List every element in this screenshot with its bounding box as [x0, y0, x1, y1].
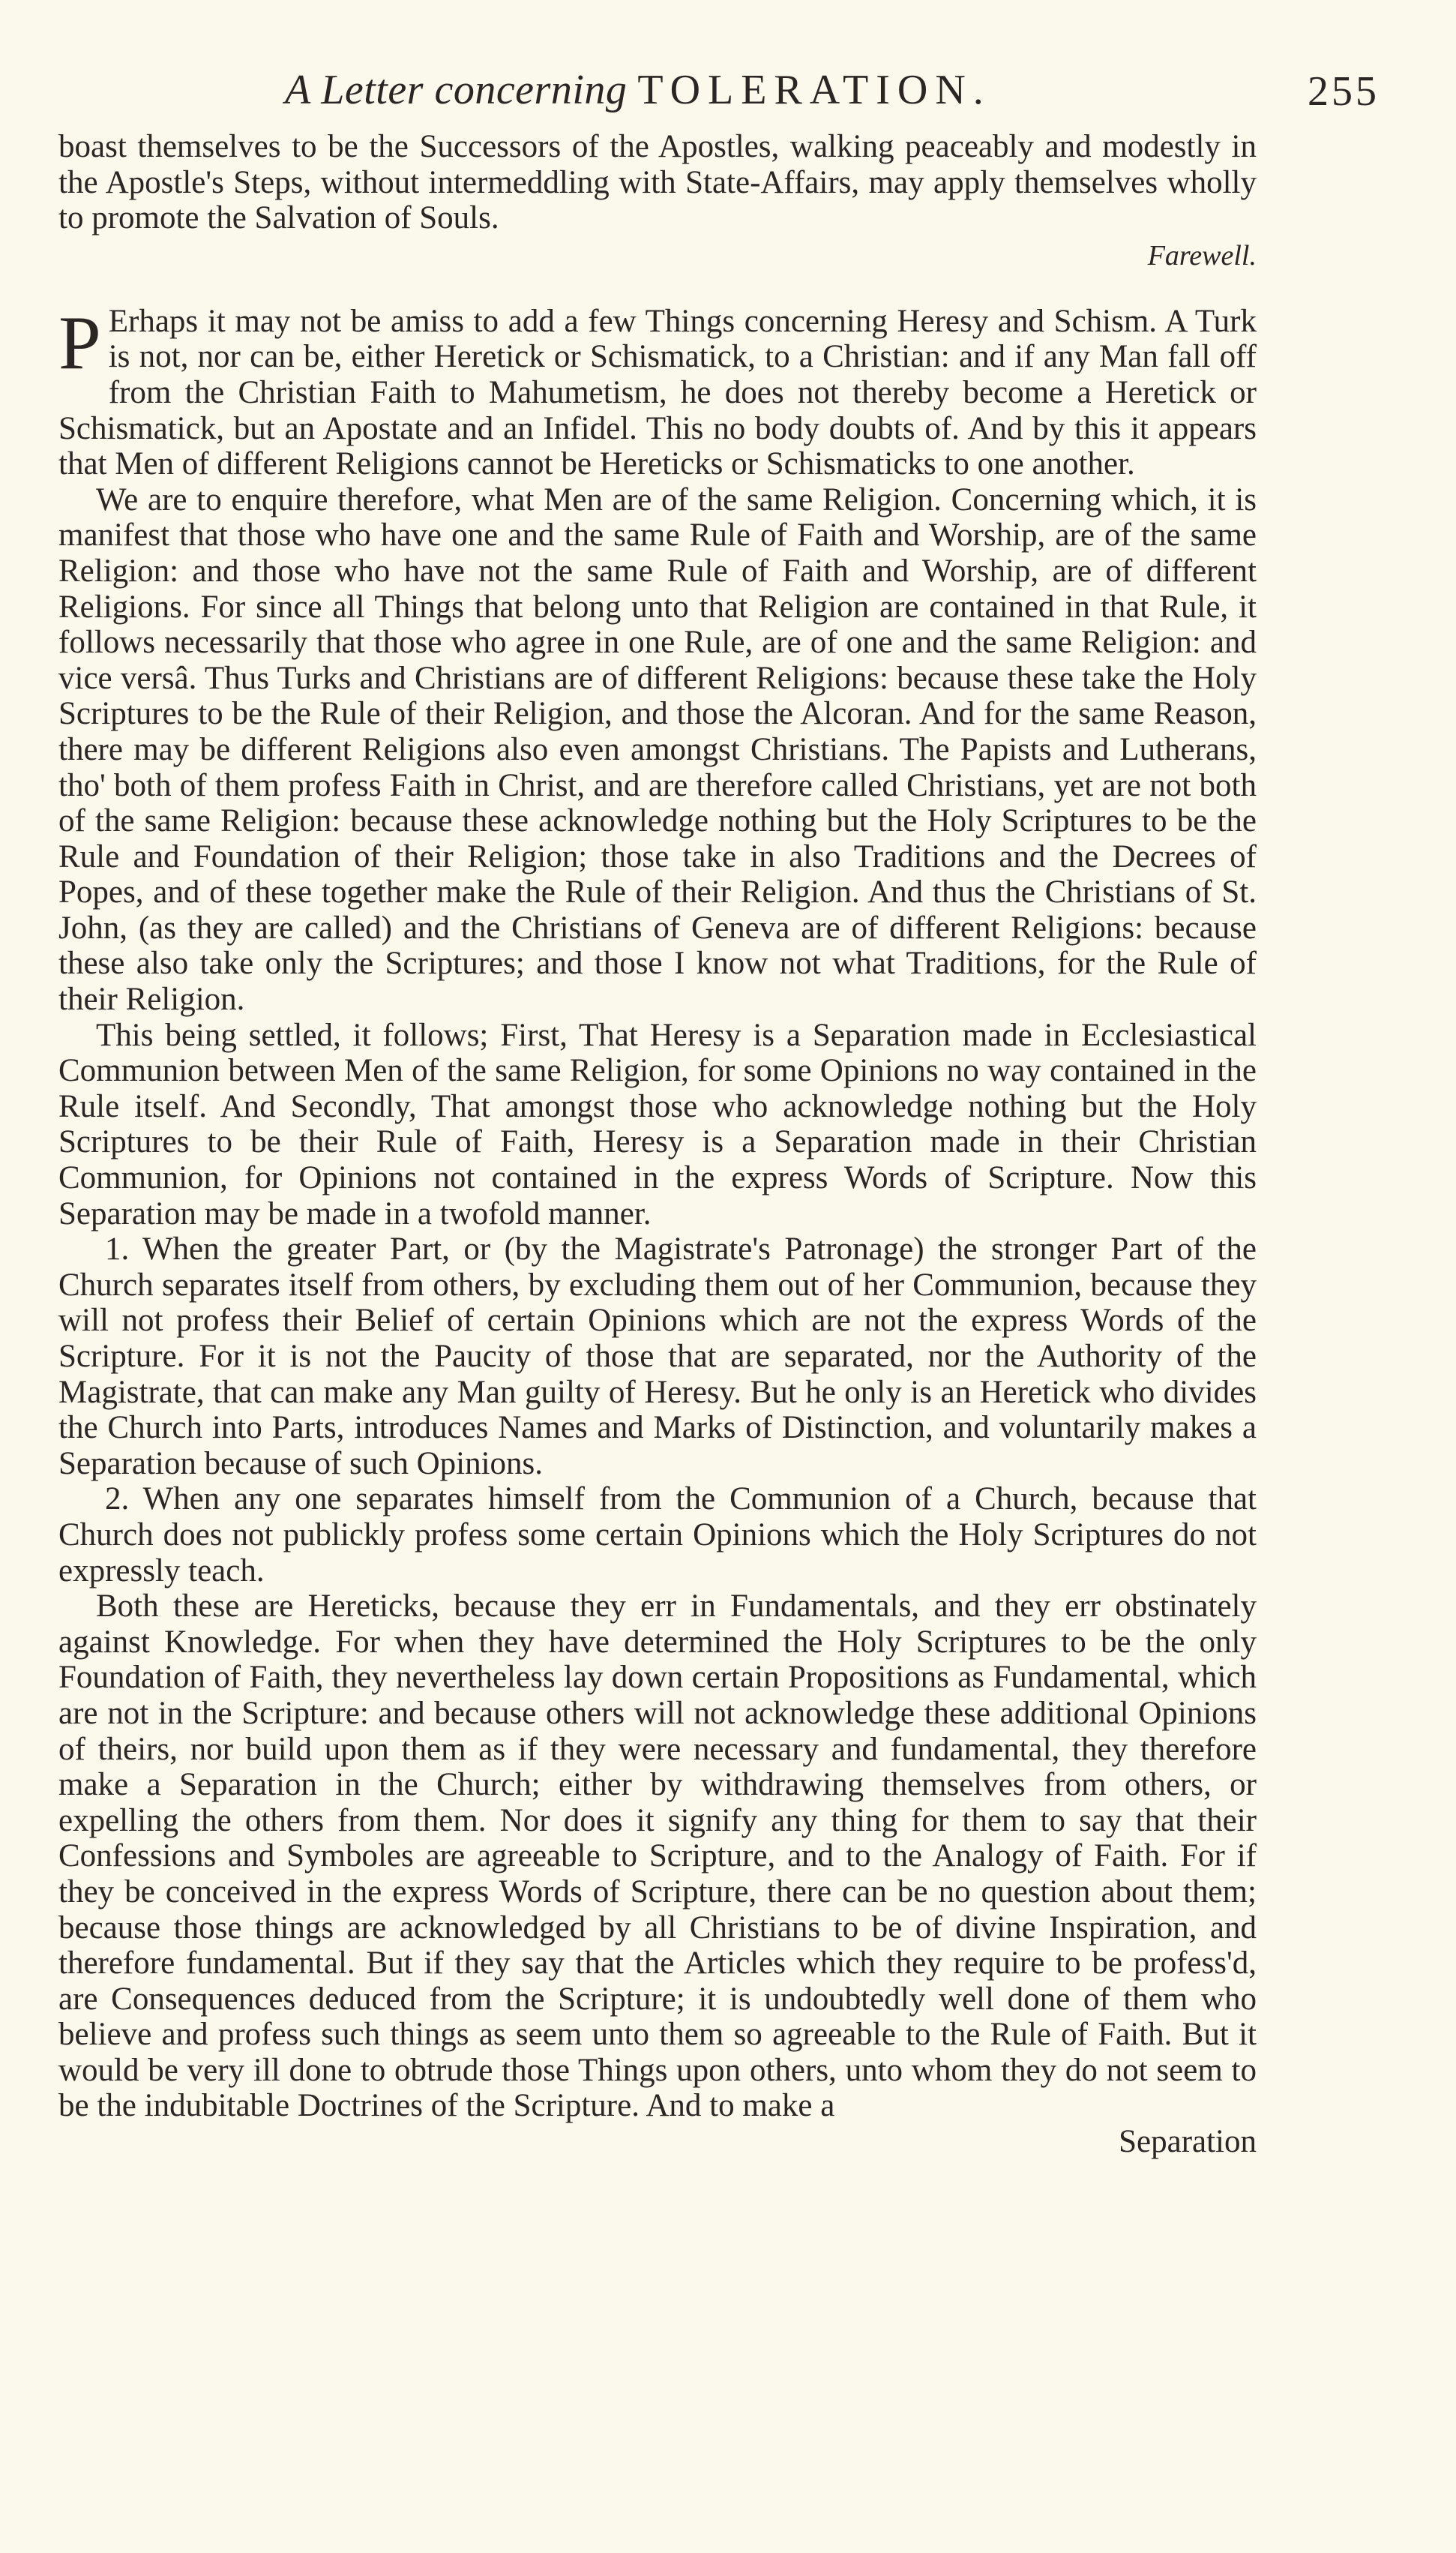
page-number: 255 — [1308, 68, 1380, 115]
farewell-signoff: Farewell. — [1147, 239, 1257, 272]
running-title-italic: A Letter concerning — [285, 67, 628, 113]
section-gap — [58, 275, 1257, 304]
running-title — [285, 66, 991, 114]
paragraph-1-text: Erhaps it may not be amiss to add a few Things concerning Heresy and Schism. A Turk is not, nor can be, either Heretick or Schismatick, to a Christian: and if any Man fall off from the Christian Faith to Mahumetism, he does not thereby become a Heretick or Schismatick, but an Apostate and an Infidel. This no body doubts of. And by this it appears that Men of different Religions cannot be Hereticks or Schismaticks to one another. — [58, 303, 1257, 482]
paragraph-this-being-settled: This being settled, it follows; First, That Heresy is a Separation made in Ecclesiastical Communion between Men of the same Religion, for some Opinions no way contained in the Rule itself. And Secondly, That amongst those who acknowledge nothing but the Holy Scriptures to be their Rule of Faith, Heresy is a Separation made in their Christian Communion, for Opinions not contained in the express Words of Scripture. Now this Separation may be made in a twofold manner. — [58, 1017, 1257, 1232]
body-text — [58, 129, 1257, 2160]
paragraph-same-religion: We are to enquire therefore, what Men are of the same Religion. Concerning which, it is manifest that those who have one and the same Rule of Faith and Worship, are of the same Religion: and those who have not the same Rule of Faith and Worship, are of different Religions. For since all Things that belong unto that Religion are contained in that Rule, it follows necessarily that those who agree in one Rule, are of one and the same Religion: and vice versâ. Thus Turks and Christians are of different Religions: because these take the Holy Scriptures to be the Rule of their Religion, and those the Alcoran. And for the same Reason, there may be different Religions also even amongst Christians. The Papists and Lutherans, tho' both of them profess Faith in Christ, and are therefore called Christians, yet are not both of the same Religion: because these acknowledge nothing but the Holy Scriptures to be the Rule and Foundation of their Religion; those take in also Traditions and the Decrees of Popes, and of these together make the Rule of their Religion. And thus the Christians of St. John, (as they are called) and the Christians of Geneva are of different Religions: because these also take only the Scriptures; and those I know not what Traditions, for the Rule of their Religion. — [58, 482, 1257, 1018]
paragraph-heresy-schism — [58, 300, 1257, 482]
catchword: Separation — [1119, 2124, 1257, 2160]
list-item-2: 2. When any one separates himself from the Communion of a Church, because that Church does not publickly profess some certain Opinions which the Holy Scriptures do not expressly teach. — [58, 1481, 1257, 1588]
running-header — [285, 66, 1380, 134]
running-title-caps: TOLERATION. — [637, 67, 991, 113]
list-item-1: 1. When the greater Part, or (by the Magistrate's Patronage) the stronger Part of the Church separates itself from others, by excluding them out of her Communion, because they will not profess their Belief of certain Opinions which are not the express Words of the Scripture. For it is not the Paucity of those that are separated, nor the Authority of the Magistrate, that can make any Man guilty of Heresy. But he only is an Heretick who divides the Church into Parts, introduces Names and Marks of Distinction, and voluntarily makes a Separation because of such Opinions. — [58, 1232, 1257, 1481]
paragraph-both-these: Both these are Hereticks, because they err in Fundamentals, and they err obstinately against Knowledge. For when they have determined the Holy Scriptures to be the only Foundation of Faith, they nevertheless lay down certain Propositions as Fundamental, which are not in the Scripture: and because others will not acknowledge these additional Opinions of theirs, nor build upon them as if they were necessary and fundamental, they therefore make a Separation in the Church; either by withdrawing themselves from others, or expelling the others from them. Nor does it signify any thing for them to say that their Confessions and Symboles are agreeable to Scripture, and to the Analogy of Faith. For if they be conceived in the express Words of Scripture, there can be no question about them; because those things are acknowledged by all Christians to be of divine Inspiration, and therefore fundamental. But if they say that the Articles which they require to be profess'd, are Consequences deduced from the Scripture; it is undoubtedly well done of them who believe and profess such things as seem unto them so agreeable to the Rule of Faith. But it would be very ill done to obtrude those Things upon others, unto whom they do not seem to be the indubitable Doctrines of the Scripture. And to make a — [58, 1588, 1257, 2124]
drop-cap: P — [58, 300, 101, 386]
closing-paragraph: boast themselves to be the Successors of the Apostles, walking peaceably and modestly in the Apostle's Steps, without intermeddling with State-Affairs, may apply themselves wholly to promote the Salvation of Souls. — [58, 129, 1257, 236]
